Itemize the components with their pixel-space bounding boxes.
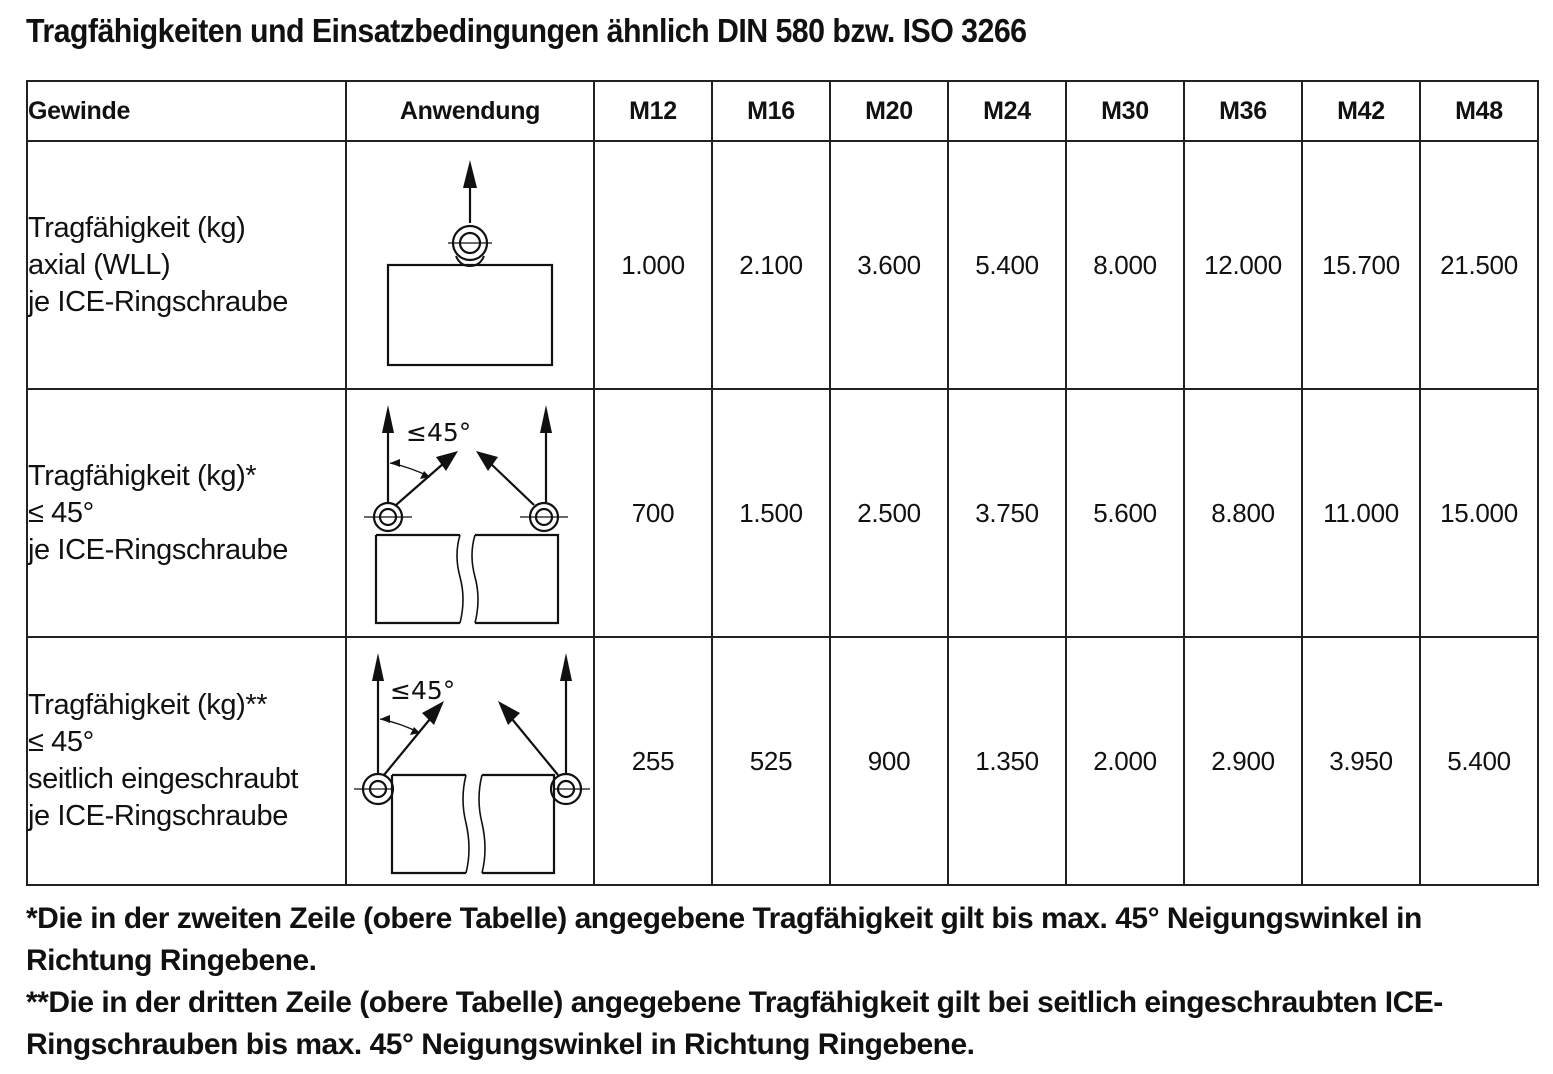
row-label-line: seitlich eingeschraubt <box>28 763 299 795</box>
header-gewinde: Gewinde <box>27 81 346 141</box>
side-mounted-lift-diagram-cell <box>346 637 594 885</box>
footnote-single-star: *Die in der zweiten Zeile (obere Tabelle) angegebene Tragfähigkeit gilt bis max. 45° Neigungswinkel in Richtung Ringebene. <box>26 902 1422 977</box>
capacity-value: 1.350 <box>948 637 1066 885</box>
capacity-value: 21.500 <box>1420 141 1538 389</box>
header-size: M12 <box>594 81 712 141</box>
angle-label: ≤45° <box>406 418 472 447</box>
row-label-line: axial (WLL) <box>28 248 171 281</box>
row-label-line: ≤ 45° <box>28 496 94 529</box>
capacity-value: 8.800 <box>1184 389 1302 637</box>
row-label <box>27 637 346 885</box>
capacity-value: 525 <box>712 637 830 885</box>
capacity-value: 11.000 <box>1302 389 1420 637</box>
capacity-value: 1.500 <box>712 389 830 637</box>
capacity-value: 2.000 <box>1066 637 1184 885</box>
capacity-value: 8.000 <box>1066 141 1184 389</box>
capacity-value: 3.600 <box>830 141 948 389</box>
capacity-value: 3.750 <box>948 389 1066 637</box>
capacity-value: 2.500 <box>830 389 948 637</box>
header-row <box>27 81 1538 141</box>
row-label-line: ≤ 45° <box>28 726 94 758</box>
footnote-double-star: **Die in der dritten Zeile (obere Tabelle) angegebene Tragfähigkeit gilt bei seitlich eingeschraubten ICE-Ringschrauben bis max. 45° Neigungswinkel in Richtung Ringebene. <box>26 986 1443 1061</box>
row-label-line: je ICE-Ringschraube <box>28 285 288 318</box>
header-anwendung: Anwendung <box>346 81 594 141</box>
side-mounted-lift-diagram <box>348 639 592 883</box>
capacity-value: 15.700 <box>1302 141 1420 389</box>
capacity-value: 5.400 <box>1420 637 1538 885</box>
capacity-value: 5.400 <box>948 141 1066 389</box>
header-size: M30 <box>1066 81 1184 141</box>
axial-lift-diagram-cell <box>346 141 594 389</box>
header-size: M20 <box>830 81 948 141</box>
header-size: M24 <box>948 81 1066 141</box>
load-capacity-table <box>26 80 1539 886</box>
footnotes <box>26 898 1536 1066</box>
capacity-value: 15.000 <box>1420 389 1538 637</box>
page-title: Tragfähigkeiten und Einsatzbedingungen ähnlich DIN 580 bzw. ISO 3266 <box>26 12 1027 49</box>
capacity-value: 3.950 <box>1302 637 1420 885</box>
table-row <box>27 141 1538 389</box>
angle-label: ≤45° <box>390 676 456 705</box>
row-label-line: je ICE-Ringschraube <box>28 533 288 566</box>
capacity-value: 700 <box>594 389 712 637</box>
row-label-line: je ICE-Ringschraube <box>28 800 288 832</box>
header-size: M16 <box>712 81 830 141</box>
capacity-value: 2.100 <box>712 141 830 389</box>
row-label-line: Tragfähigkeit (kg)** <box>28 689 268 721</box>
header-size: M42 <box>1302 81 1420 141</box>
capacity-value: 900 <box>830 637 948 885</box>
row-label <box>27 389 346 637</box>
axial-lift-diagram <box>348 143 592 387</box>
angled-lift-diagram-cell <box>346 389 594 637</box>
capacity-value: 1.000 <box>594 141 712 389</box>
capacity-value: 255 <box>594 637 712 885</box>
capacity-value: 12.000 <box>1184 141 1302 389</box>
capacity-value: 2.900 <box>1184 637 1302 885</box>
capacity-value: 5.600 <box>1066 389 1184 637</box>
angled-lift-diagram <box>348 391 592 635</box>
row-label-line: Tragfähigkeit (kg) <box>28 211 246 244</box>
row-label <box>27 141 346 389</box>
header-size: M48 <box>1420 81 1538 141</box>
table-row <box>27 637 1538 885</box>
row-label-line: Tragfähigkeit (kg)* <box>28 459 257 492</box>
table-row <box>27 389 1538 637</box>
header-size: M36 <box>1184 81 1302 141</box>
